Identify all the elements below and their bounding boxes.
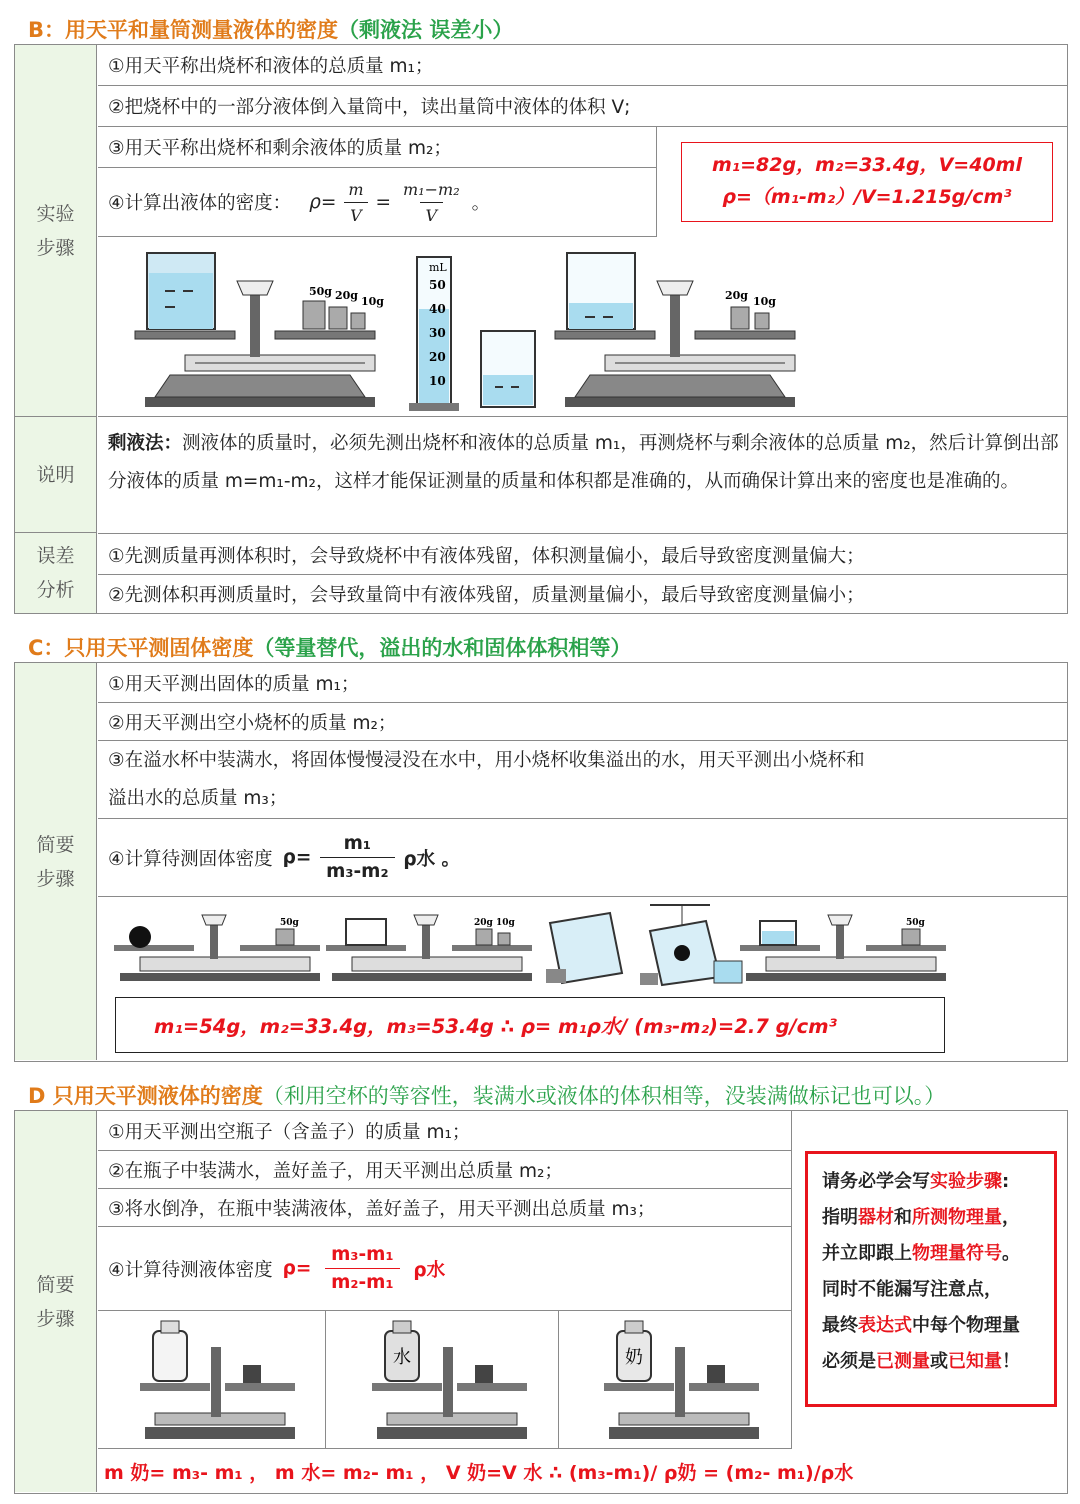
label-experiment-steps: 实验 步骤 [15, 45, 97, 417]
weight-label-10g-b: 10g [753, 295, 776, 308]
d-balance-milk [604, 1321, 759, 1439]
c-fraction-denominator: m₃-m₂ [320, 857, 394, 882]
tip-run: ！ [1002, 1351, 1020, 1372]
b-step-4-prefix: ④计算出液体的密度： [108, 193, 292, 214]
section-b-heading [28, 14, 513, 44]
section-b-table [14, 44, 1068, 614]
c-overflow-cup-1 [546, 913, 622, 983]
cyl-tick-40: 40 [429, 302, 446, 316]
d-balance-empty [140, 1321, 295, 1439]
tip-run: 最终 [822, 1315, 858, 1336]
tip-run: 并立即跟上 [822, 1243, 912, 1264]
label-brief-steps-c: 简要 步骤 [15, 663, 97, 1060]
tip-run: 或 [930, 1351, 948, 1372]
weight-label-10g: 10g [361, 295, 384, 308]
c-step-4-tail: ρ水 。 [403, 848, 461, 870]
cyl-tick-20: 20 [429, 350, 446, 364]
tip-run: 已知量 [948, 1351, 1002, 1372]
c-step-4 [98, 819, 1067, 897]
c-result: m₁=54g，m₂=33.4g，m₃=53.4g ∴ ρ= m₁ρ水/ (m₃-m₂)=2.7 g/cm³ [154, 1015, 838, 1038]
tip-run: 和 [894, 1207, 912, 1228]
b-note-divider [98, 533, 1067, 534]
b-step-2: ②把烧杯中的一部分液体倒入量筒中，读出量筒中液体的体积 V; [98, 86, 1067, 127]
d-balance-water [372, 1321, 527, 1439]
tip-run: 器材 [858, 1207, 894, 1228]
weight-label-50g: 50g [309, 285, 332, 298]
d-step-3: ③将水倒净，在瓶中装满液体，盖好盖子，用天平测出总质量 m₃； [98, 1189, 791, 1227]
c-result-box [115, 997, 945, 1053]
b-f2-numerator: m₁−m₂ [403, 179, 460, 199]
tip-line [822, 1164, 1040, 1200]
section-c-subtitle: （等量替代，溢出的水和固体体积相等） [253, 636, 632, 660]
tip-line [822, 1236, 1040, 1272]
b-step-1: ①用天平称出烧杯和液体的总质量 m₁； [98, 45, 1067, 86]
cyl-tick-10: 10 [429, 374, 446, 388]
c-weight-label-1: 50g [280, 918, 299, 928]
d-step-4-rho: ρ= [282, 1258, 312, 1279]
tip-run: 所测物理量 [912, 1207, 1002, 1228]
b-result-box [681, 142, 1053, 222]
tip-line [822, 1308, 1040, 1344]
section-d-table [14, 1110, 1068, 1494]
b-step-4-equals: = [375, 191, 392, 213]
c-step-3-line-a: ③在溢水杯中装满水，将固体慢慢浸没在水中，用小烧杯收集溢出的水，用天平测出小烧杯和 [108, 749, 865, 771]
b-result-line-2: ρ=（m₁-m₂）/V=1.215g/cm³ [722, 186, 1012, 208]
d-step-4-fraction [317, 1244, 407, 1293]
c-weight-label-3: 50g [906, 918, 925, 928]
b-step-3: ③用天平称出烧杯和剩余液体的质量 m₂； [98, 127, 656, 168]
label-brief-steps-d: 简要 步骤 [15, 1111, 97, 1492]
c-fraction-numerator: m₁ [343, 833, 372, 854]
tip-line [822, 1272, 1040, 1308]
b-step-4-fraction-1 [342, 180, 369, 225]
c-step-4-prefix: ④计算待测固体密度 [108, 848, 273, 870]
tip-run: 表达式 [858, 1315, 912, 1336]
tip-run: 请务必学会写 [822, 1171, 930, 1192]
tip-line [822, 1200, 1040, 1236]
weight-label-20g: 20g [335, 289, 358, 302]
bottle-label-milk: 奶 [625, 1347, 643, 1368]
cyl-tick-30: 30 [429, 326, 446, 340]
c-apparatus-illustration [110, 903, 950, 991]
d-step-4-prefix: ④计算待测液体密度 [108, 1259, 273, 1281]
c-step-4-fraction [317, 833, 397, 882]
section-b-subtitle: （剩液法 误差小） [338, 18, 514, 42]
d-fraction-denominator: m₂-m₁ [325, 1268, 399, 1293]
cylinder-unit: mL [429, 261, 447, 274]
d-result: m 奶= m₃- m₁ ， m 水= m₂- m₁ ， V 奶=V 水 ∴ (m₃-m₁)/ ρ奶 = (m₂- m₁)/ρ水 [104, 1462, 854, 1484]
tip-run: 中每个物理量 [912, 1315, 1020, 1336]
tip-run: 。 [1002, 1243, 1020, 1264]
d-apparatus-illustration [135, 1317, 775, 1445]
b-note [108, 425, 1063, 501]
section-c-table [14, 662, 1068, 1062]
b-step-4 [98, 168, 656, 237]
c-step-3-line-b: 溢出水的总质量 m₃； [108, 787, 288, 809]
weight-label-20g-b: 20g [725, 289, 748, 302]
d-result-row [98, 1451, 1067, 1492]
d-tip-box [805, 1151, 1057, 1407]
c-step-2: ②用天平测出空小烧杯的质量 m₂； [98, 703, 1067, 741]
d-step-1: ①用天平测出空瓶子（含盖子）的质量 m₁； [98, 1111, 791, 1151]
small-beaker [481, 331, 535, 407]
section-c-heading [28, 632, 631, 662]
c-step-3 [98, 741, 1067, 819]
d-tip-divider [791, 1111, 792, 1449]
section-c-title: C：只用天平测固体密度 [28, 636, 254, 660]
b-error-1: ①先测质量再测体积时，会导致烧杯中有液体残留，体积测量偏小，最后导致密度测量偏大； [98, 535, 1067, 575]
b-step-4-rho: ρ= [309, 191, 337, 213]
b-error-2: ②先测体积再测质量时，会导致量筒中有液体残留，质量测量偏小，最后导致密度测量偏小； [108, 585, 865, 606]
b-note-bold: 剩液法： [108, 433, 183, 454]
label-note: 说明 [15, 417, 97, 533]
label-error-analysis: 误差 分析 [15, 533, 97, 613]
b-step-4-end: 。 [471, 193, 491, 214]
d-step-4-tail: ρ水 [413, 1259, 446, 1281]
tip-line [822, 1344, 1040, 1380]
d-fraction-numerator: m₃-m₁ [331, 1244, 394, 1265]
d-step-2: ②在瓶子中装满水，盖好盖子，用天平测出总质量 m₂； [98, 1151, 791, 1189]
cyl-tick-50: 50 [429, 278, 446, 292]
tip-run: 实验步骤 [930, 1171, 1002, 1192]
tip-run: 同时不能漏写注意点， [822, 1279, 1002, 1300]
tip-run: 物理量符号 [912, 1243, 1002, 1264]
section-d-heading [28, 1080, 945, 1110]
tip-run: : [1002, 1171, 1010, 1192]
b-f1-numerator: m [348, 179, 364, 199]
c-step-4-rho: ρ= [282, 847, 312, 868]
bottle-label-water: 水 [393, 1347, 411, 1368]
b-f1-denominator: V [344, 202, 368, 225]
tip-run: ， [1002, 1207, 1020, 1228]
b-step-4-fraction-2 [397, 180, 466, 225]
tip-run: 指明 [822, 1207, 858, 1228]
c-step-1: ①用天平测出固体的质量 m₁； [98, 663, 1067, 703]
section-b-title: B：用天平和量筒测量液体的密度 [28, 18, 339, 42]
b-apparatus-illustration [125, 247, 1045, 413]
c-weight-label-2: 20g 10g [474, 918, 515, 928]
b-divider [656, 127, 657, 237]
balance-1 [135, 253, 375, 407]
section-d-subtitle: （利用空杯的等容性，装满水或液体的体积相等，没装满做标记也可以。） [262, 1084, 946, 1108]
b-result-line-1: m₁=82g，m₂=33.4g，V=40ml [712, 154, 1022, 176]
b-f2-denominator: V [420, 202, 444, 225]
balance-2 [555, 253, 795, 407]
d-step-4 [98, 1227, 791, 1311]
tip-run: 已测量 [876, 1351, 930, 1372]
section-d-title: D 只用天平测液体的密度 [28, 1084, 263, 1108]
c-overflow-cup-2 [640, 905, 742, 985]
tip-run: 必须是 [822, 1351, 876, 1372]
b-note-text: 测液体的质量时，必须先测出烧杯和液体的总质量 m₁，再测烧杯与剩余液体的总质量 m₂，然后计算倒出部分液体的质量 m=m₁-m₂，这样才能保证测量的质量和体积都是准确的，从而确保计算出来的密度也是准确的。 [108, 433, 1059, 492]
